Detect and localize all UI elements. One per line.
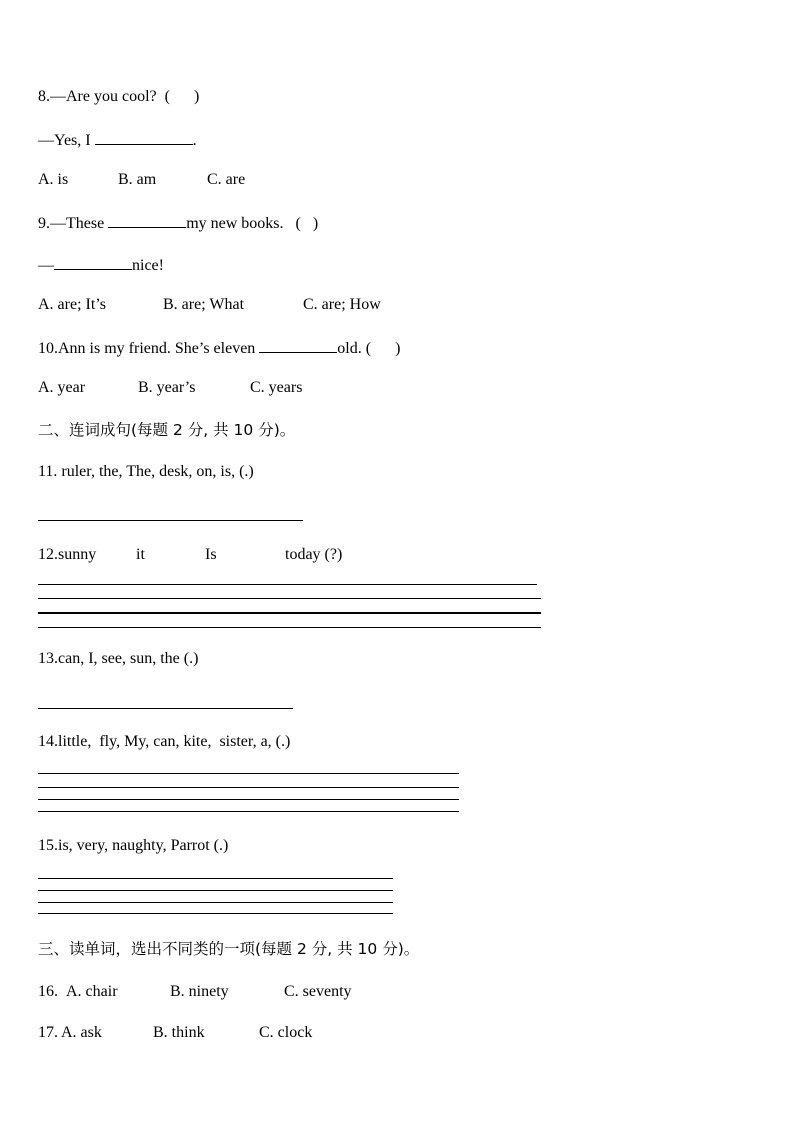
- question-8-reply: —Yes, I .: [38, 129, 197, 151]
- question-15-words: 15.is, very, naughty, Parrot (.): [38, 837, 229, 854]
- question-16-options: 16. A. chair B. ninety C. seventy: [38, 983, 352, 1000]
- question-8-stem: 8.—Are you cool? ( ): [38, 88, 200, 105]
- question-12-words: 12.sunny it Is today (?): [38, 546, 343, 563]
- option-a[interactable]: A. ask: [61, 1024, 102, 1041]
- answer-line[interactable]: [38, 598, 541, 599]
- option-b[interactable]: B. ninety: [170, 983, 229, 1000]
- option-c[interactable]: C. are; How: [303, 296, 381, 313]
- answer-line[interactable]: [38, 612, 541, 614]
- answer-line[interactable]: [38, 627, 541, 628]
- option-b[interactable]: B. year’s: [138, 379, 196, 396]
- answer-blank[interactable]: [108, 212, 186, 228]
- answer-line[interactable]: [38, 584, 537, 585]
- answer-line[interactable]: [38, 890, 393, 891]
- option-b[interactable]: B. think: [153, 1024, 205, 1041]
- answer-line[interactable]: [38, 799, 459, 800]
- question-9-reply: — nice!: [38, 254, 164, 276]
- option-a[interactable]: A. chair: [66, 983, 118, 1000]
- option-b[interactable]: B. are; What: [163, 296, 245, 313]
- section-3-heading: 三、读单词，选出不同类的一项(每题 2 分, 共 10 分)。: [38, 940, 420, 958]
- option-a[interactable]: A. is: [38, 171, 69, 188]
- answer-line[interactable]: [38, 708, 293, 709]
- answer-line[interactable]: [38, 787, 459, 788]
- answer-line[interactable]: [38, 773, 459, 774]
- answer-line[interactable]: [38, 902, 393, 903]
- answer-line[interactable]: [38, 811, 459, 812]
- option-c[interactable]: C. years: [250, 379, 303, 396]
- section-2-heading: 二、连词成句(每题 2 分, 共 10 分)。: [38, 421, 296, 439]
- option-c[interactable]: C. are: [207, 171, 246, 188]
- question-17-options: 17. A. ask B. think C. clock: [38, 1024, 313, 1041]
- question-11-words: 11. ruler, the, The, desk, on, is, (.): [38, 463, 254, 480]
- option-c[interactable]: C. seventy: [284, 983, 352, 1000]
- answer-line[interactable]: [38, 878, 393, 879]
- answer-line[interactable]: [38, 913, 393, 914]
- question-10-stem: 10.Ann is my friend. She’s eleven old. ( ): [38, 337, 400, 359]
- question-13-words: 13.can, I, see, sun, the (.): [38, 650, 199, 667]
- option-a[interactable]: A. are; It’s: [38, 296, 106, 313]
- question-14-words: 14.little, fly, My, can, kite, sister, a, (.): [38, 733, 291, 750]
- option-b[interactable]: B. am: [118, 171, 157, 188]
- option-a[interactable]: A. year: [38, 379, 86, 396]
- answer-line[interactable]: [38, 520, 303, 521]
- option-c[interactable]: C. clock: [259, 1024, 313, 1041]
- question-9-stem: 9.—These my new books. ( ): [38, 212, 318, 234]
- answer-blank[interactable]: [259, 337, 337, 353]
- answer-blank[interactable]: [95, 129, 193, 145]
- answer-blank[interactable]: [54, 254, 132, 270]
